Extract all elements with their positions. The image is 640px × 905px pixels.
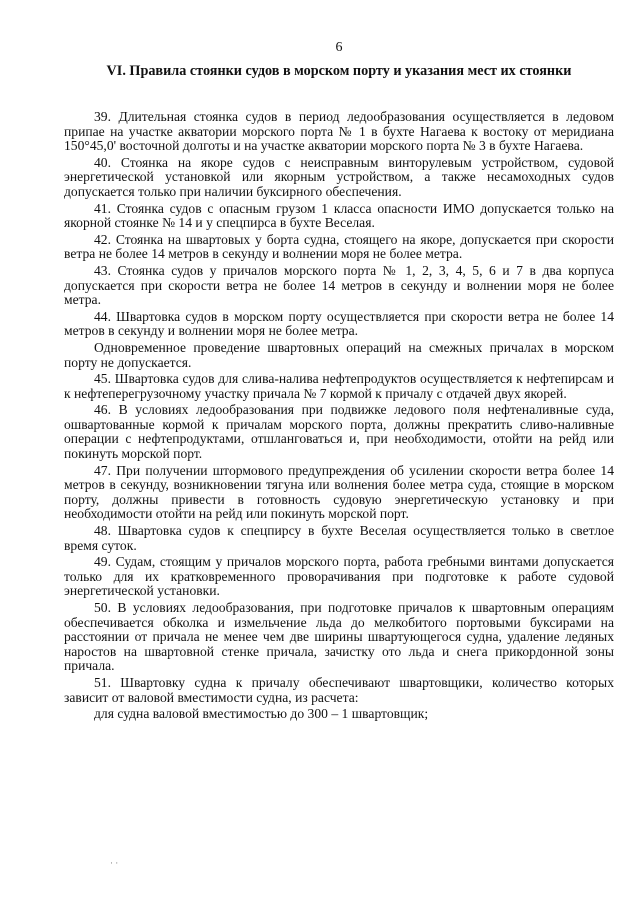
paragraph-51-item: для судна валовой вместимостью до 300 – 1 швартовщик; (94, 706, 429, 722)
paragraph-41: 41. Стоянка судов с опасным грузом 1 класса опасности ИМО допускается только на якорной стоянке № 14 и у спецпирса в бухте Веселая. (64, 200, 614, 231)
paragraph-43: 43. Стоянка судов у причалов морского порта № 1, 2, 3, 4, 5, 6 и 7 в два корпуса допускается при скорости ветра не более 14 метров в секунду и волнении моря не более метра. (64, 262, 614, 308)
scan-speck: · · (110, 858, 119, 868)
paragraph-39: 39. Длительная стоянка судов в период ледообразования осуществляется в ледовом припае на участке акватории морского порта № 1 в бухте Нагаева к востоку от меридиана 150°45,0' восточной долготы и на участке акватории морского порта № 3 в бухте Нагаева. (64, 109, 614, 154)
paragraph-44: 44. Швартовка судов в морском порту осуществляется при скорости ветра не более 14 метров в секунду и волнении моря не более метра. (64, 308, 614, 339)
paragraph-47: 47. При получении штормового предупреждения об усилении скорости ветра более 14 метров в секунду, возникновении тягуна или волнения более метра суда, стоящие в морском порту, должны привести в готовность судовую энергетическую установку и при необходимости отойти на рейд или покинуть морской порт. (64, 462, 614, 522)
paragraph-40: 40. Стоянка на якоре судов с неисправным винторулевым устройством, судовой энергетической установкой или якорным устройством, а также несамоходных судов допускается только при наличии буксирного обеспечения. (64, 154, 614, 199)
section-title: VI. Правила стоянки судов в морском порту и указания мест их стоянки (106, 63, 572, 79)
page-number: 6 (335, 40, 343, 55)
paragraph-48: 48. Швартовка судов к спецпирсу в бухте Веселая осуществляется только в светлое время суток. (64, 523, 614, 553)
paragraph-46: 46. В условиях ледообразования при подвижке ледового поля нефтеналивные суда, ошвартованные кормой к причалам морского порта, должны прекратить сливо-наливные операции с нефтепродуктами, отшланговаться и, при необходимости, отойти на рейд или покинуть морской порт. (64, 402, 614, 462)
paragraph-51: 51. Швартовку судна к причалу обеспечивают швартовщики, количество которых зависит от валовой вместимости судна, из расчета: (64, 674, 614, 705)
paragraph-45: 45. Швартовка судов для слива-налива нефтепродуктов осуществляется к нефтепирсам и к нефтеперегрузочному участку причала № 7 кормой к причалу с отдачей двух якорей. (64, 371, 614, 401)
paragraph-42: 42. Стоянка на швартовых у борта судна, стоящего на якоре, допускается при скорости ветра не более 14 метров в секунду и волнении моря не более метра. (64, 231, 614, 262)
paragraph-49: 49. Судам, стоящим у причалов морского порта, работа гребными винтами допускается только для их кратковременного проворачивания при подготовке к работе судовой энергетической установки. (64, 554, 614, 599)
paragraph-50: 50. В условиях ледообразования, при подготовке причалов к швартовным операциям обеспечивается обколка и измельчение льда до мелкобитого портовыми буксирами на расстоянии от причала не менее чем две ширины швартующегося судна, удаление ледяных наростов на швартовной стенке причала, зачистку ото льда и снега прикордонной зоны причала. (64, 600, 614, 674)
body-text (64, 110, 614, 722)
paragraph-44-continued: Одновременное проведение швартовных операций на смежных причалах в морском порту не допускается. (64, 339, 614, 370)
